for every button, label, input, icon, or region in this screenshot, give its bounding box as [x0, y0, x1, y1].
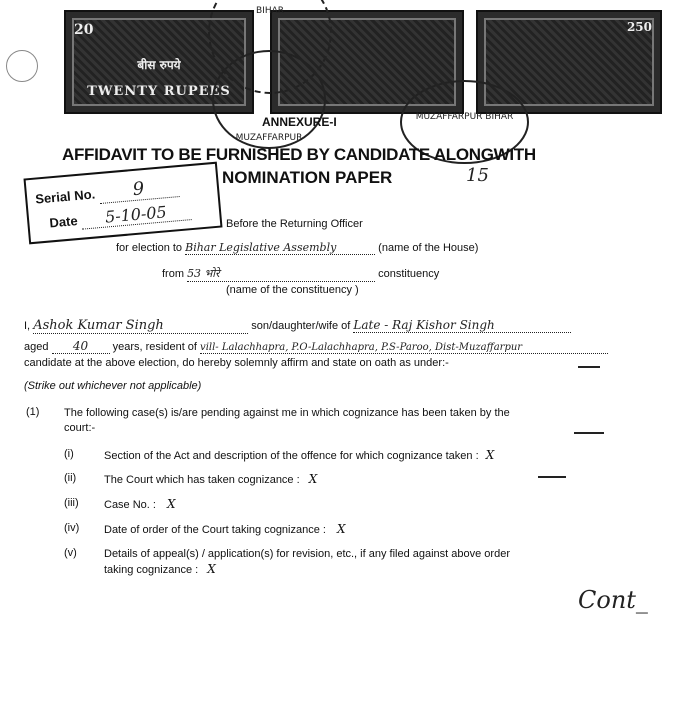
i-label: I,: [24, 320, 31, 332]
page-subtitle: NOMINATION PAPER: [222, 168, 393, 187]
date-label: Date: [48, 213, 79, 231]
annexure-label: ANNEXURE-I: [262, 115, 337, 129]
item-answer: X: [167, 497, 176, 511]
item-label: Details of appeal(s) / application(s) for revision, etc., if any filed against above order: [104, 548, 510, 560]
aged-label: aged: [24, 341, 49, 353]
item-number: (iv): [64, 522, 80, 534]
candidate-line: candidate at the above election, do hereby solemnly affirm and state on oath as under:-: [24, 357, 449, 369]
stamp-hindi-text: बीस रुपये: [137, 58, 181, 72]
constituency-value: 53 भोरे: [187, 266, 375, 282]
seal-text: MUZAFFARPUR BIHAR: [415, 112, 514, 122]
father-name: Late - Raj Kishor Singh: [353, 318, 571, 333]
item-number: (v): [64, 547, 77, 559]
address-value: vill- Lalachhapra, P.O-Lalachhapra, P.S-Paroo, Dist-Muzaffarpur: [200, 342, 608, 354]
seal-text: MUZAFFARPUR: [235, 133, 303, 143]
item-number: (ii): [64, 472, 77, 484]
deponent-name: Ashok Kumar Singh: [33, 318, 248, 334]
constituency-line: [162, 266, 439, 282]
stamp-value-right: 250: [626, 20, 652, 34]
item-text: [104, 497, 176, 511]
page-number-mark: 15: [466, 165, 489, 186]
deponent-line-2: [24, 339, 608, 354]
clause-number: (1): [26, 406, 40, 418]
relation-label: son/daughter/wife of: [251, 320, 351, 332]
constituency-prefix: from: [162, 268, 184, 280]
item-label-cont: taking cognizance :: [104, 564, 199, 576]
item-text: [104, 472, 317, 486]
serial-label: Serial No.: [34, 186, 96, 207]
continued-mark: Cont_: [578, 586, 648, 614]
pin-mark: [6, 50, 38, 82]
serial-value: 9: [98, 175, 180, 204]
official-seal-left: [212, 50, 326, 149]
item-label: Case No. :: [104, 499, 156, 511]
item-text: [104, 547, 604, 578]
item-answer: X: [207, 562, 216, 576]
election-prefix: for election to: [116, 242, 183, 254]
election-suffix: (name of the House): [378, 242, 479, 254]
item-answer: X: [337, 522, 346, 536]
clause-text-a: The following case(s) is/are pending against me in which cognizance has been taken by the: [64, 407, 510, 419]
clause-text: [64, 406, 604, 436]
item-label: The Court which has taken cognizance :: [104, 474, 300, 486]
date-value: 5-10-05: [80, 200, 191, 230]
strike-note: (Strike out whichever not applicable): [24, 380, 202, 392]
page-title: AFFIDAVIT TO BE FURNISHED BY CANDIDATE ALONGWITH: [62, 145, 536, 164]
election-line: [116, 241, 478, 255]
item-number: (iii): [64, 497, 79, 509]
item-number: (i): [64, 448, 74, 460]
item-answer: X: [308, 472, 318, 486]
item-text: [104, 448, 494, 462]
constituency-note: (name of the constituency ): [226, 284, 359, 296]
addressee: Before the Returning Officer: [226, 218, 363, 230]
deponent-line-1: [24, 318, 571, 334]
age-value: 40: [52, 339, 110, 354]
item-label: Date of order of the Court taking cognizance :: [104, 524, 326, 536]
hand-tick-mark: [574, 432, 604, 434]
item-text: [104, 522, 346, 536]
stamp-value: 20: [74, 22, 94, 38]
constituency-suffix: constituency: [378, 268, 440, 280]
years-label: years, resident of: [112, 341, 197, 353]
seal-text: BIHAR: [255, 6, 284, 16]
item-label: Section of the Act and description of the offence for which cognizance taken :: [104, 450, 479, 462]
item-answer: X: [485, 448, 495, 462]
clause-text-b: court:-: [64, 422, 96, 434]
hand-tick-mark: [538, 476, 566, 478]
serial-box: [23, 162, 222, 245]
hand-tick-mark: [578, 366, 600, 368]
house-name: Bihar Legislative Assembly: [185, 241, 375, 255]
stamp-caption: TWENTY RUPEES: [87, 84, 231, 99]
